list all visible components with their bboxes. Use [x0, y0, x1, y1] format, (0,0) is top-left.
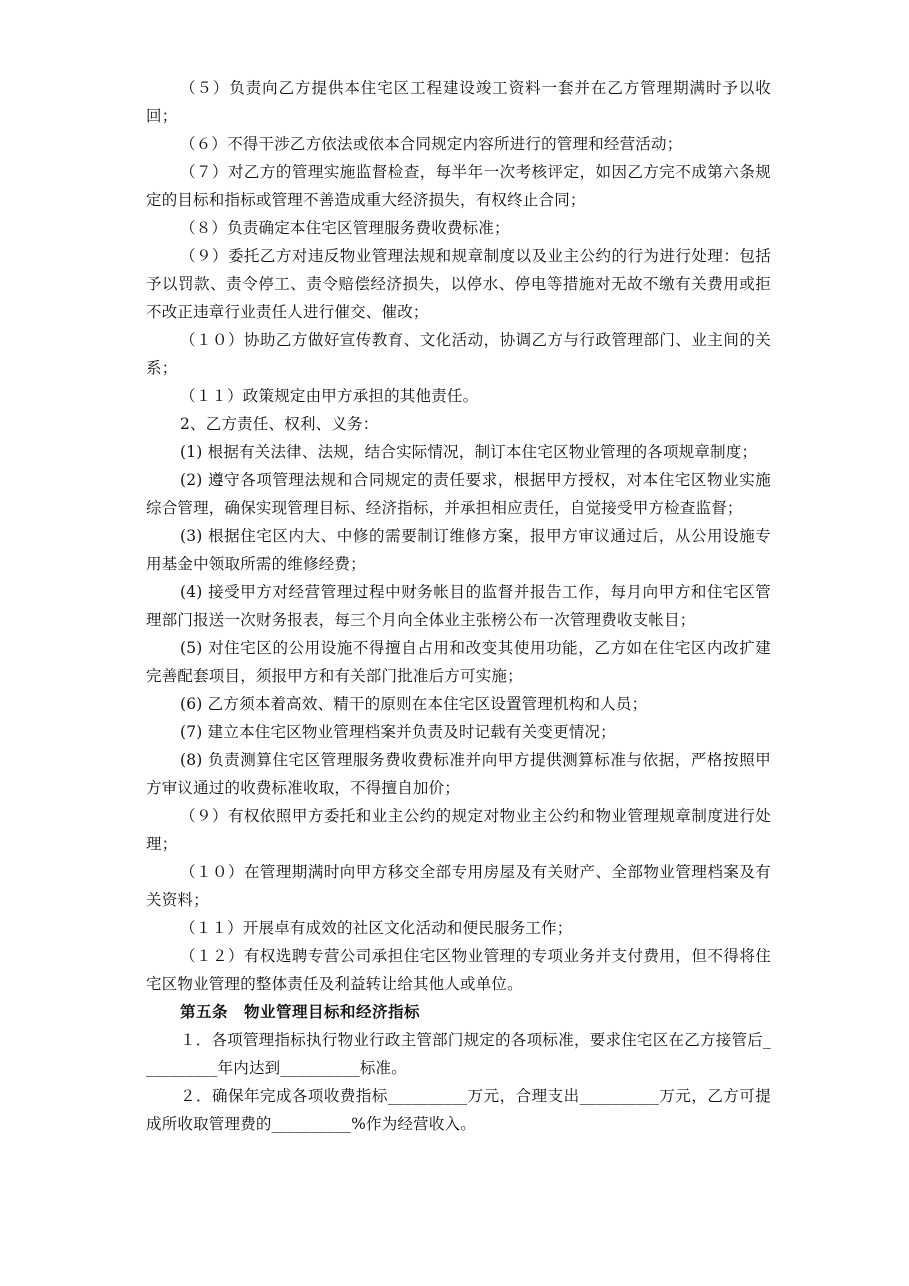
- document-body: [146, 74, 771, 1138]
- paragraph-article-5-2: ２．确保年完成各项收费指标__________万元，合理支出__________万元，乙方可提成所收取管理费的__________%作为经营收入。: [146, 1087, 771, 1133]
- paragraph-party-b-5: (5) 对住宅区的公用设施不得擅自占用和改变其使用功能，乙方如在住宅区内改扩建完善配套项目，须报甲方和有关部门批准后方可实施；: [146, 639, 771, 685]
- paragraph-party-a-11: （１１）政策规定由甲方承担的其他责任。: [180, 387, 479, 405]
- paragraph-article-5-1: １．各项管理指标执行物业行政主管部门规定的各项标准，要求住宅区在乙方接管后__________年内达到__________标准。: [146, 1031, 771, 1077]
- paragraph-party-b-12: （１２）有权选聘专营公司承担住宅区物业管理的专项业务并支付费用，但不得将住宅区物业管理的整体责任及利益转让给其他人或单位。: [146, 947, 771, 993]
- paragraph-party-b-4: (4) 接受甲方对经营管理过程中财务帐目的监督并报告工作，每月向甲方和住宅区管理部门报送一次财务报表，每三个月向全体业主张榜公布一次管理费收支帐目；: [146, 583, 771, 629]
- section-heading-article-5: 第五条 物业管理目标和经济指标: [180, 1003, 421, 1021]
- paragraph-party-b-1: (1) 根据有关法律、法规，结合实际情况，制订本住宅区物业管理的各项规章制度；: [180, 443, 758, 461]
- paragraph-party-b-2: (2) 遵守各项管理法规和合同规定的责任要求，根据甲方授权，对本住宅区物业实施综合管理，确保实现管理目标、经济指标，并承担相应责任，自觉接受甲方检查监督；: [146, 471, 771, 517]
- paragraph-party-b-10: （１０）在管理期满时向甲方移交全部专用房屋及有关财产、全部物业管理档案及有关资料；: [146, 863, 771, 909]
- paragraph-party-a-8: （８）负责确定本住宅区管理服务费收费标准；: [180, 219, 510, 237]
- paragraph-party-b-11: （１１）开展卓有成效的社区文化活动和便民服务工作；: [180, 919, 573, 937]
- paragraph-party-b-7: (7) 建立本住宅区物业管理档案并负责及时记载有关变更情况；: [180, 723, 616, 741]
- paragraph-party-a-9: （９）委托乙方对违反物业管理法规和规章制度以及业主公约的行为进行处理：包括予以罚款、责令停工、责令赔偿经济损失，以停水、停电等措施对无故不缴有关费用或拒不改正违章行业责任人进行催交、催改；: [146, 247, 771, 321]
- paragraph-party-b-9: （９）有权依照甲方委托和业主公约的规定对物业主公约和物业管理规章制度进行处理；: [146, 807, 771, 853]
- paragraph-party-a-10: （１０）协助乙方做好宣传教育、文化活动，协调乙方与行政管理部门、业主间的关系；: [146, 331, 771, 377]
- paragraph-party-b-8: (8) 负责测算住宅区管理服务费收费标准并向甲方提供测算标准与依据，严格按照甲方审议通过的收费标准收取，不得擅自加价；: [146, 751, 771, 797]
- paragraph-party-b-6: (6) 乙方须本着高效、精干的原则在本住宅区设置管理机构和人员；: [180, 695, 648, 713]
- subheading-party-b-duties: 2、乙方责任、权利、义务：: [180, 415, 379, 433]
- paragraph-party-a-6: （６）不得干涉乙方依法或依本合同规定内容所进行的管理和经营活动；: [180, 135, 683, 153]
- paragraph-party-a-5: （５）负责向乙方提供本住宅区工程建设竣工资料一套并在乙方管理期满时予以收回；: [146, 79, 771, 125]
- paragraph-party-b-3: (3) 根据住宅区内大、中修的需要制订维修方案，报甲方审议通过后，从公用设施专用基金中领取所需的维修经费；: [146, 527, 771, 573]
- paragraph-party-a-7: （７）对乙方的管理实施监督检查，每半年一次考核评定，如因乙方完不成第六条规定的目标和指标或管理不善造成重大经济损失，有权终止合同；: [146, 163, 771, 209]
